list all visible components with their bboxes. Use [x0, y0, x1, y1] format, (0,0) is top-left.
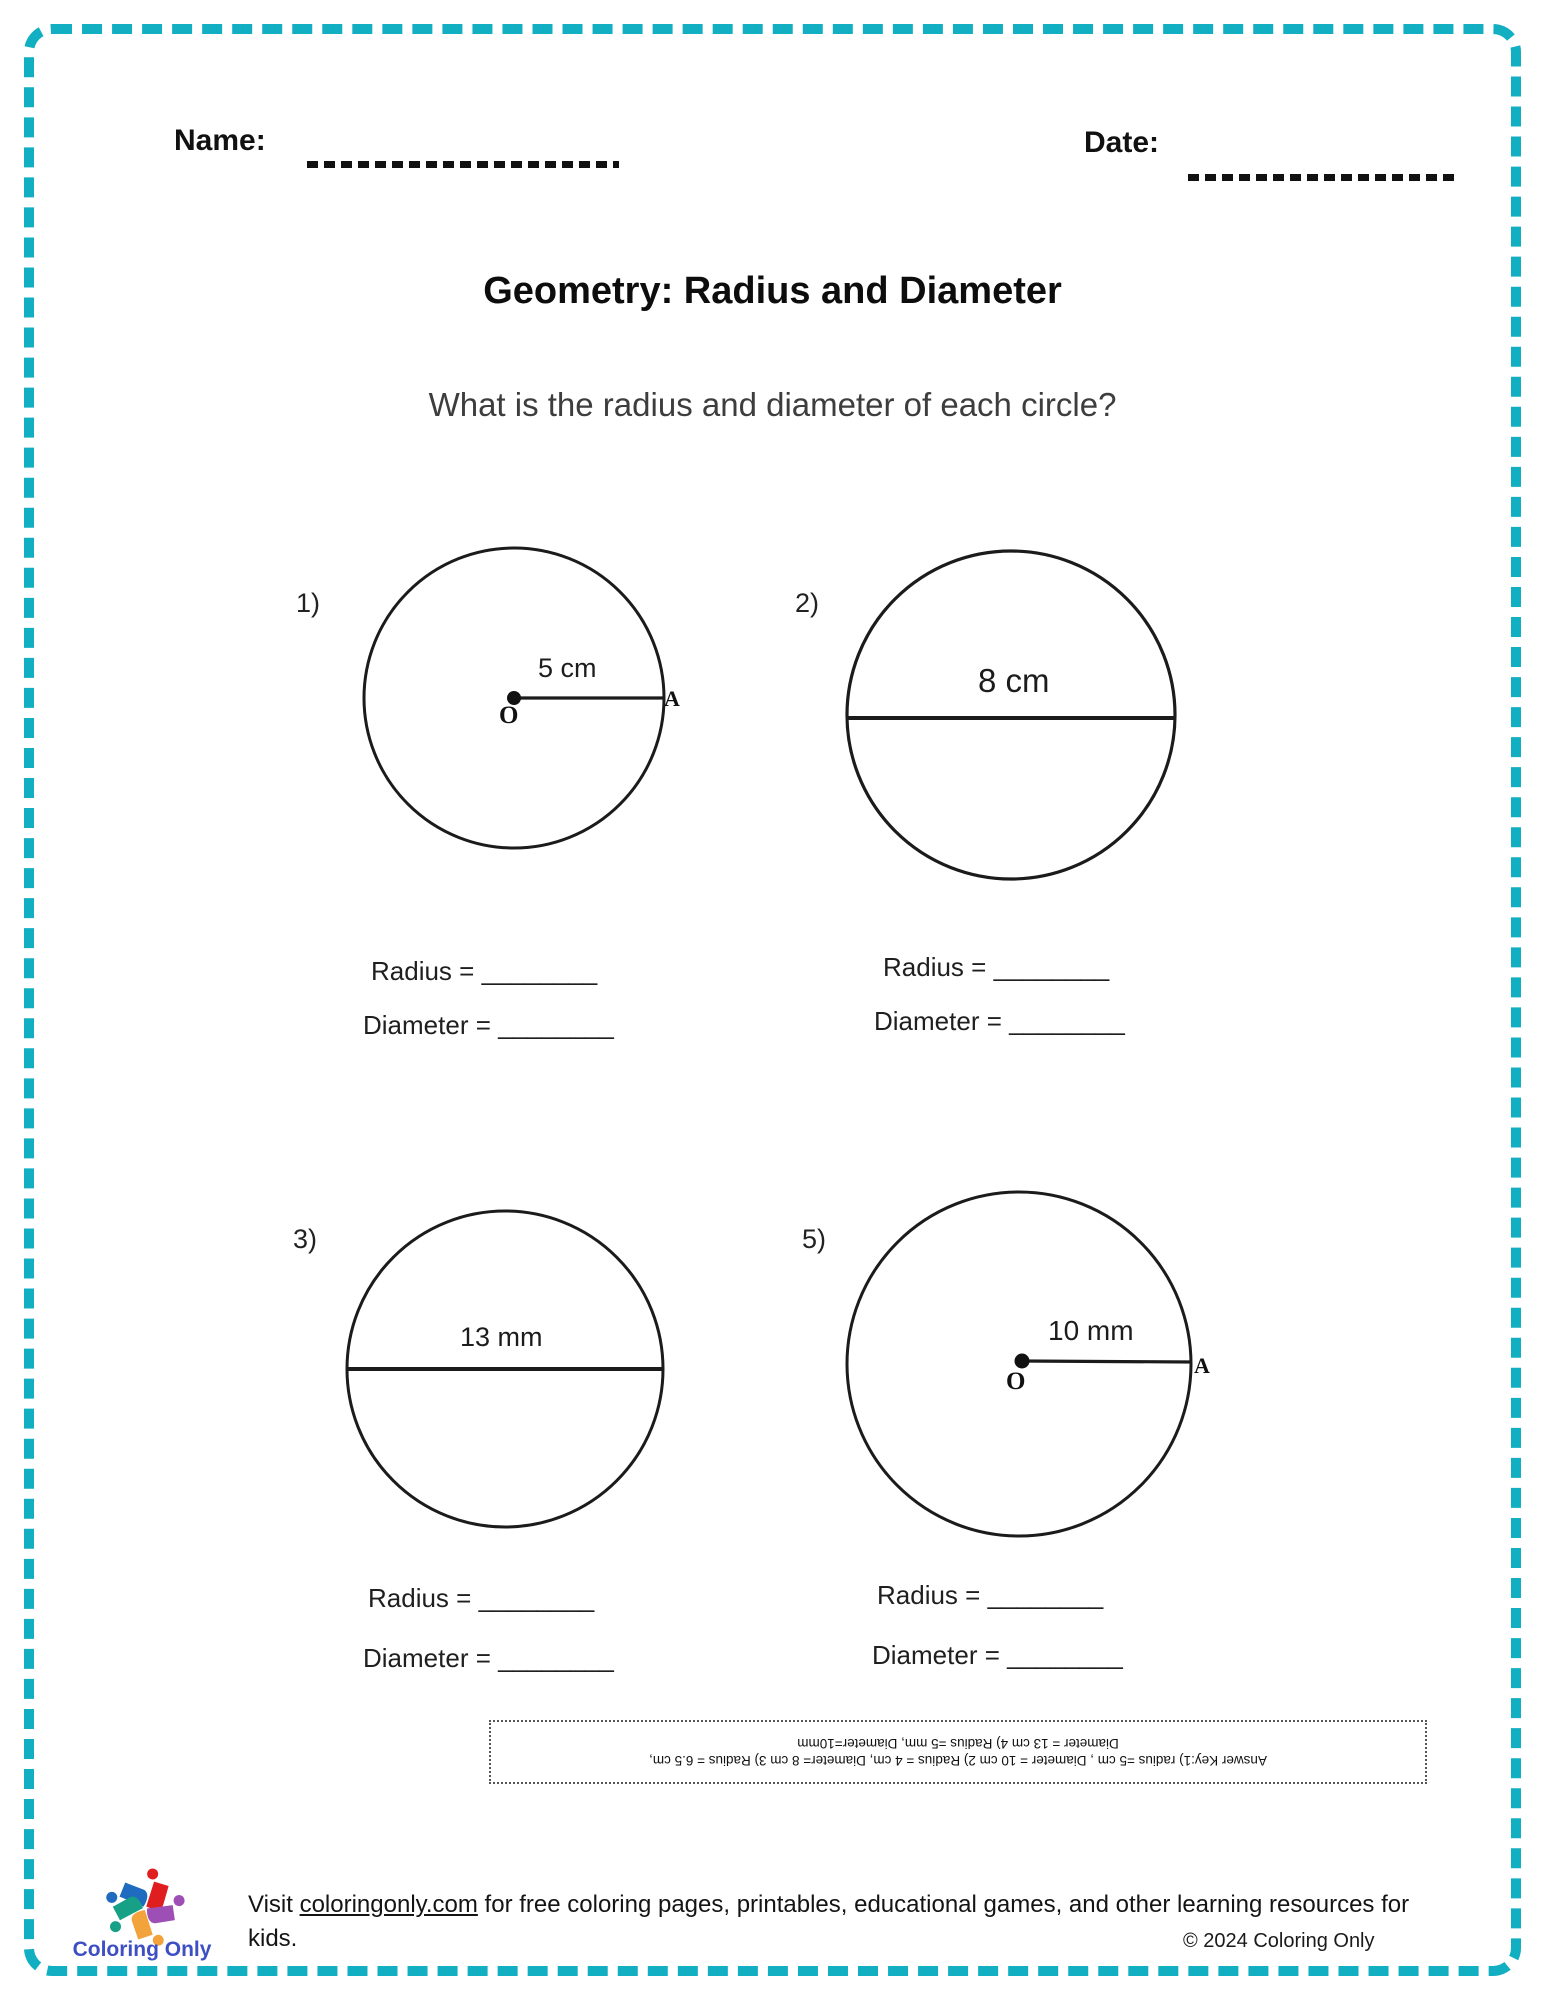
- circle-3-figure: [342, 1206, 668, 1532]
- footer-visit-prefix: Visit: [248, 1891, 300, 1918]
- answer-key-line-2: Diameter = 13 cm 4) Radius =5 mm, Diameter=10mm: [797, 1736, 1119, 1751]
- radius-blank-5: Radius = ________: [877, 1580, 1104, 1610]
- center-label-1: O: [499, 702, 519, 729]
- page-subtitle: What is the radius and diameter of each circle?: [428, 386, 1117, 423]
- center-label-5: O: [1006, 1368, 1026, 1395]
- circle-1-figure: [358, 541, 672, 857]
- radius-blank-3: Radius = ________: [368, 1583, 595, 1613]
- problem-3-number: 3): [293, 1224, 318, 1254]
- diameter-blank-3: Diameter = ________: [363, 1643, 614, 1673]
- point-label-1: A: [664, 686, 680, 711]
- measurement-label-2: 8 cm: [978, 662, 1050, 699]
- answer-key-line-1: Answer Key:1) radius =5 cm , Diameter = 10 cm 2) Radius = 4 cm, Diameter= 8 cm 3) Radius = 6.5 cm,: [649, 1753, 1267, 1768]
- date-label: Date:: [1084, 126, 1160, 159]
- footer-visit-suffix: for free coloring pages, printables, educational games, and other learning resources for kids.: [248, 1891, 1410, 1952]
- diameter-blank-5: Diameter = ________: [872, 1640, 1123, 1670]
- center-dot: [1015, 1354, 1030, 1369]
- teal-dashed-border: [24, 24, 1521, 1976]
- coloringonly-link[interactable]: coloringonly.com: [299, 1891, 478, 1918]
- copyright-text: © 2024 Coloring Only: [1183, 1930, 1375, 1952]
- coloring-only-logo-text: Coloring Only: [72, 1938, 212, 1961]
- date-fill-line: [1188, 174, 1456, 181]
- answer-key-rotated-text: [491, 1722, 1425, 1782]
- measurement-label-3: 13 mm: [460, 1322, 543, 1352]
- radius-blank-2: Radius = ________: [883, 952, 1110, 982]
- diameter-blank-1: Diameter = ________: [363, 1010, 614, 1040]
- coloring-only-star-logo-icon: [70, 1866, 220, 1946]
- circle-2-figure: [842, 546, 1180, 884]
- answer-key-box: [489, 1720, 1427, 1784]
- diameter-blank-2: Diameter = ________: [874, 1006, 1125, 1036]
- measurement-label-1: 5 cm: [538, 653, 597, 683]
- name-label: Name:: [174, 124, 266, 157]
- problem-2-number: 2): [795, 588, 820, 618]
- problem-5-number: 5): [802, 1224, 827, 1254]
- page-title: Geometry: Radius and Diameter: [483, 270, 1062, 312]
- radius-blank-1: Radius = ________: [371, 956, 598, 986]
- point-label-5: A: [1194, 1353, 1210, 1378]
- name-fill-line: [307, 161, 619, 168]
- problem-1-number: 1): [296, 588, 321, 618]
- measurement-label-5: 10 mm: [1048, 1315, 1134, 1346]
- circle-5-figure: [842, 1188, 1196, 1542]
